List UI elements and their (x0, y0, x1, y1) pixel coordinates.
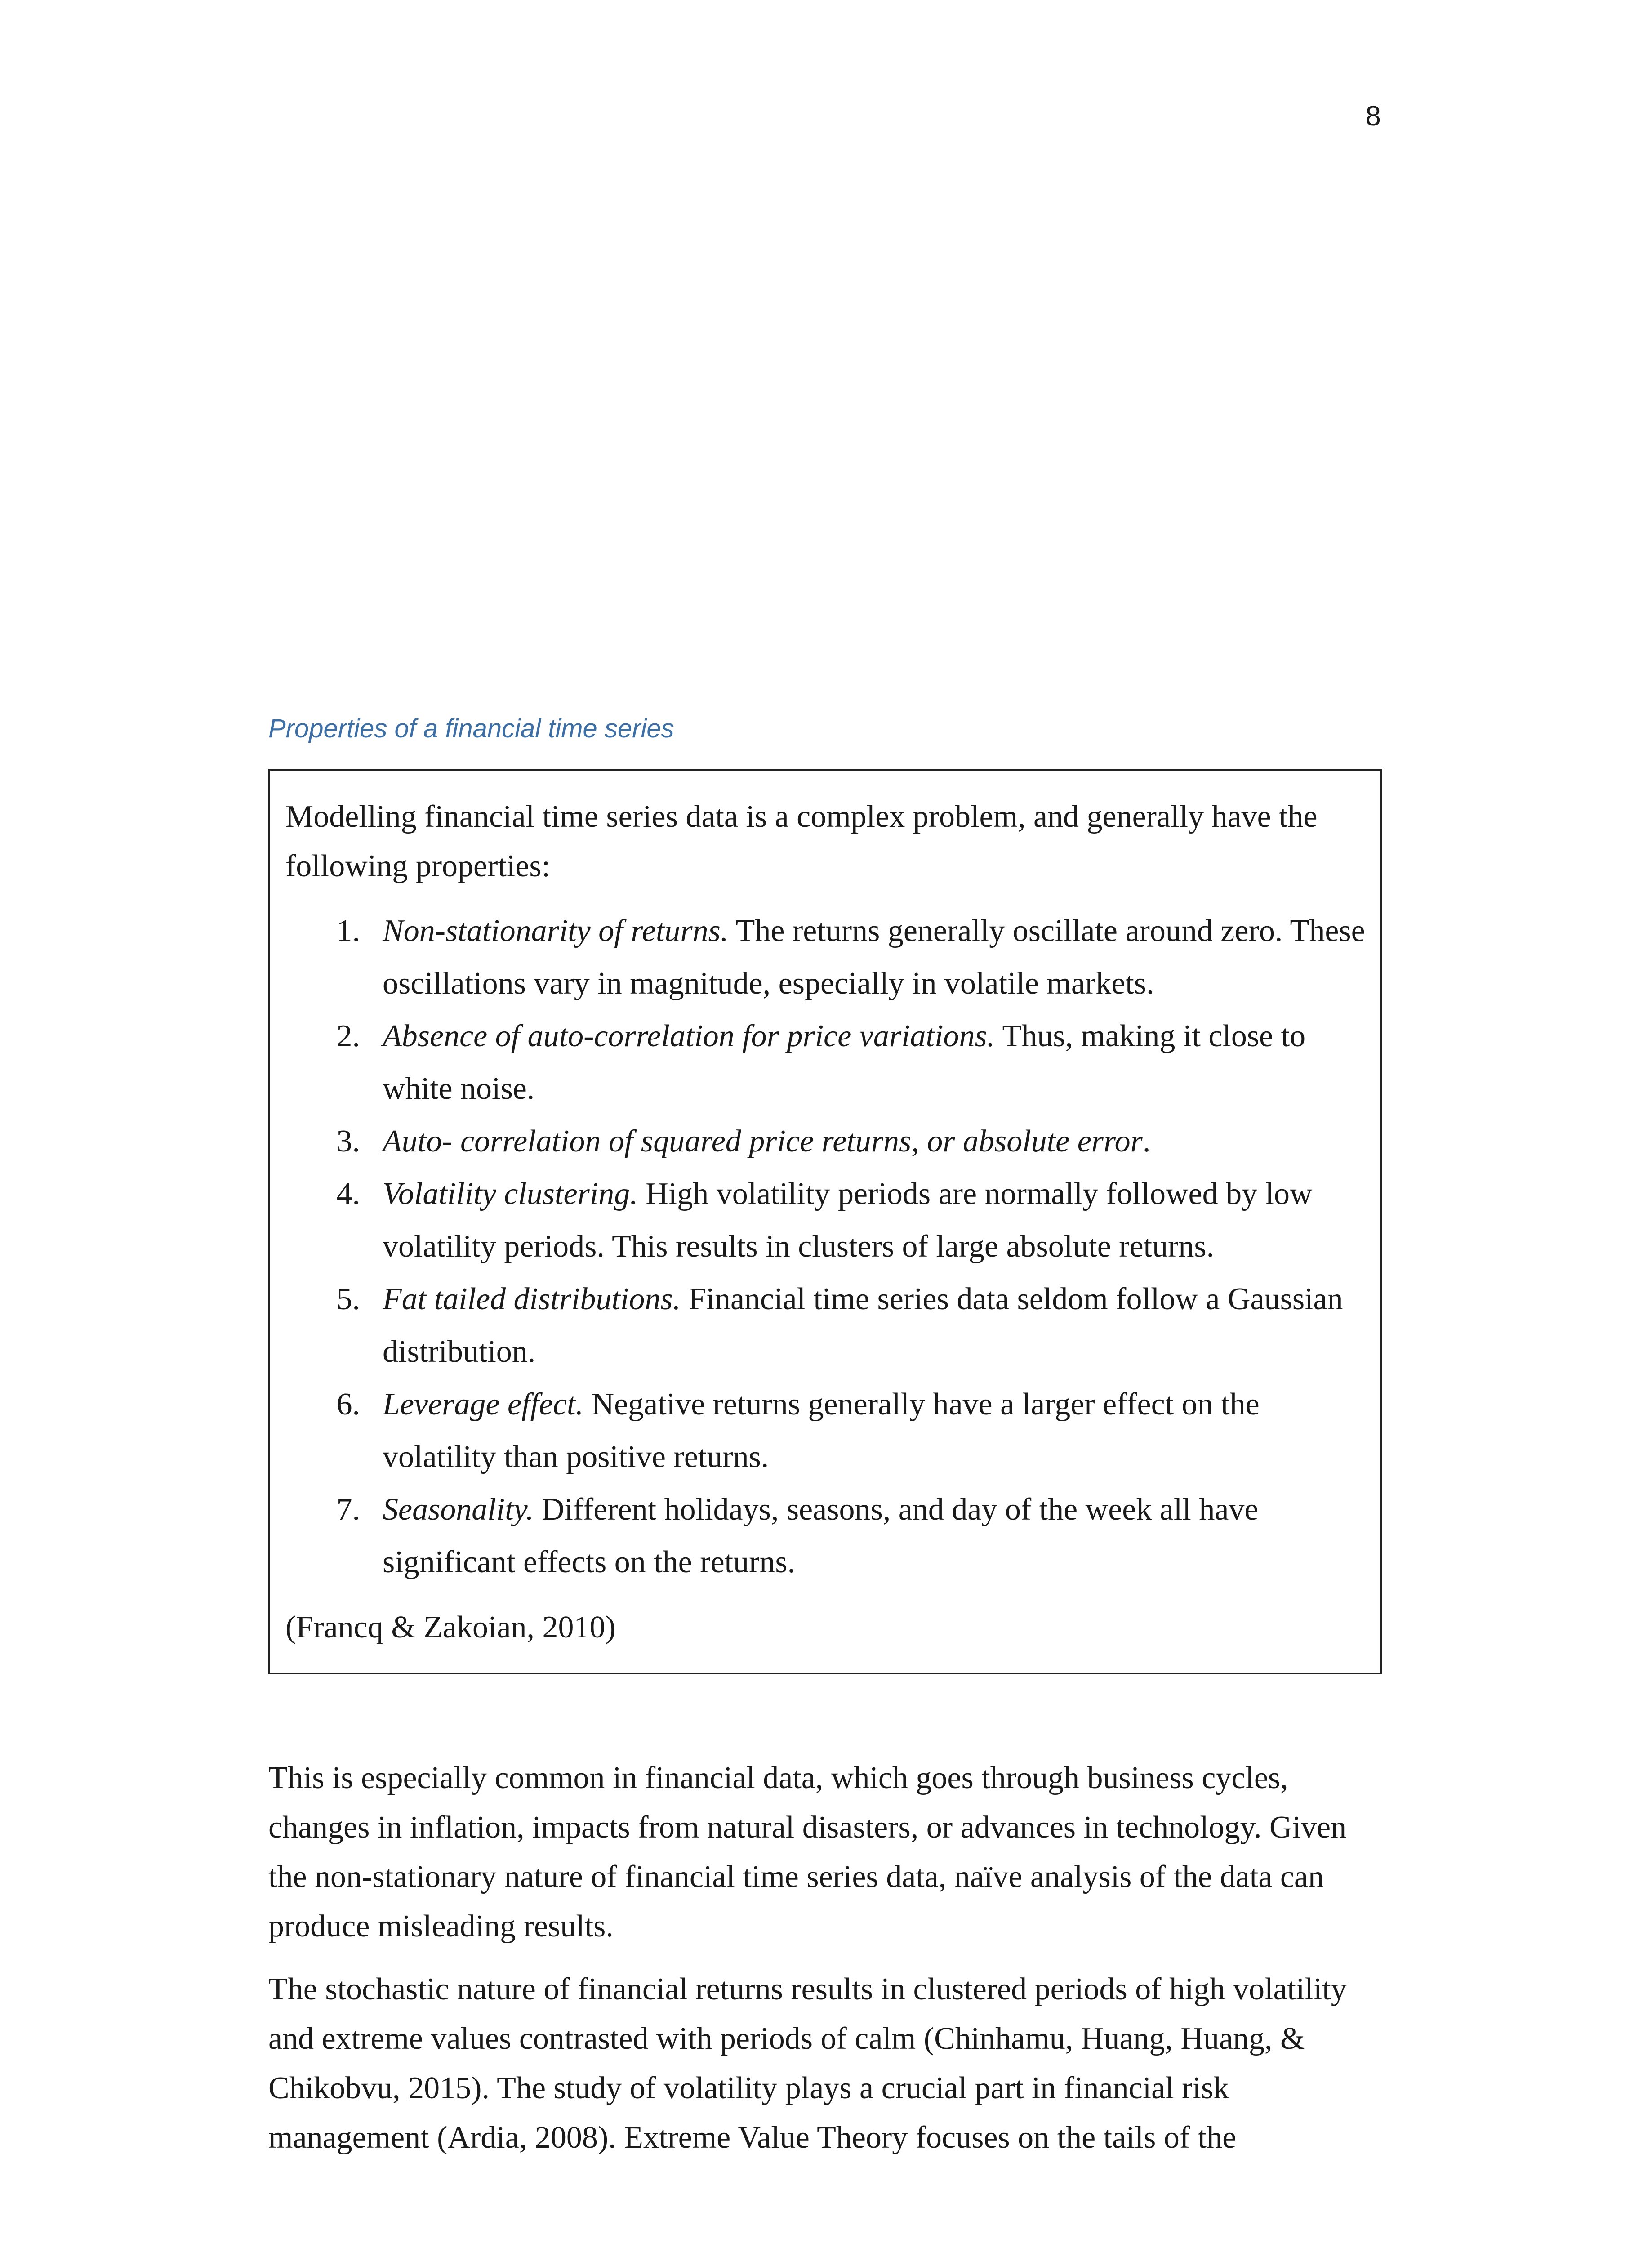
list-item-title: Absence of auto-correlation for price variations. (383, 1019, 995, 1053)
list-item-title: Volatility clustering. (383, 1177, 638, 1211)
list-item-body (383, 905, 1365, 1010)
list-item-number: 3. (336, 1124, 360, 1159)
list-item-number: 4. (336, 1177, 360, 1211)
list-item-text: Negative returns generally have a larger effect on the volatility than positive returns. (383, 1387, 1260, 1474)
list-item-title: Auto- correlation of squared price returns, or absolute error (383, 1124, 1143, 1159)
list-item-number: 7. (336, 1492, 360, 1527)
list-item (285, 1273, 1365, 1378)
list-item-text: Different holidays, seasons, and day of the week all have significant effects on the returns. (383, 1492, 1259, 1579)
list-item-body (383, 1010, 1365, 1115)
body-text (268, 1753, 1383, 2176)
list-item-title: Non-stationarity of returns. (383, 914, 729, 948)
list-item-text: High volatility periods are normally followed by low volatility periods. This results in clusters of large absolute returns. (383, 1177, 1313, 1264)
list-item (285, 1483, 1365, 1588)
list-item-body (383, 1378, 1365, 1483)
list-item-text: The returns generally oscillate around zero. These oscillations vary in magnitude, especially in volatile markets. (383, 914, 1365, 1001)
list-item-number: 6. (336, 1387, 360, 1422)
properties-box (268, 769, 1382, 1674)
list-item (285, 1115, 1365, 1168)
list-item-number: 1. (336, 914, 360, 948)
list-item-body (383, 1483, 1365, 1588)
page-number: 8 (1365, 101, 1381, 132)
box-caption: Properties of a financial time series (268, 714, 674, 743)
properties-list (285, 905, 1365, 1588)
list-item-body (383, 1115, 1365, 1168)
list-item-number: 5. (336, 1282, 360, 1316)
list-item-title: Fat tailed distributions. (383, 1282, 681, 1316)
list-item-title: Seasonality. (383, 1492, 534, 1527)
list-item-text: . (1142, 1124, 1151, 1159)
list-item-text: Thus, making it close to white noise. (383, 1019, 1306, 1106)
list-item-body (383, 1273, 1365, 1378)
box-intro: Modelling financial time series data is a complex problem, and generally have the following properties: (285, 799, 1318, 883)
list-item (285, 1378, 1365, 1483)
paragraph: This is especially common in financial data, which goes through business cycles, changes in inflation, impacts from natural disasters, or advances in technology. Given the non-stationary nature of financial time series data, naïve analysis of the data can produce misleading results. (268, 1761, 1347, 1944)
list-item-title: Leverage effect. (383, 1387, 584, 1422)
list-item-number: 2. (336, 1019, 360, 1053)
list-item (285, 1010, 1365, 1115)
list-item-text: Financial time series data seldom follow a Gaussian distribution. (383, 1282, 1343, 1369)
list-item (285, 1168, 1365, 1273)
paragraph: The stochastic nature of financial returns results in clustered periods of high volatility and extreme values contrasted with periods of calm (Chinhamu, Huang, Huang, & Chikobvu, 2015). The study of volatility plays a crucial part in financial risk management (Ardia, 2008). Extreme Value Theory focuses on the tails of the (268, 1972, 1347, 2155)
list-item-body (383, 1168, 1365, 1273)
list-item (285, 905, 1365, 1010)
box-citation: (Francq & Zakoian, 2010) (285, 1610, 616, 1645)
